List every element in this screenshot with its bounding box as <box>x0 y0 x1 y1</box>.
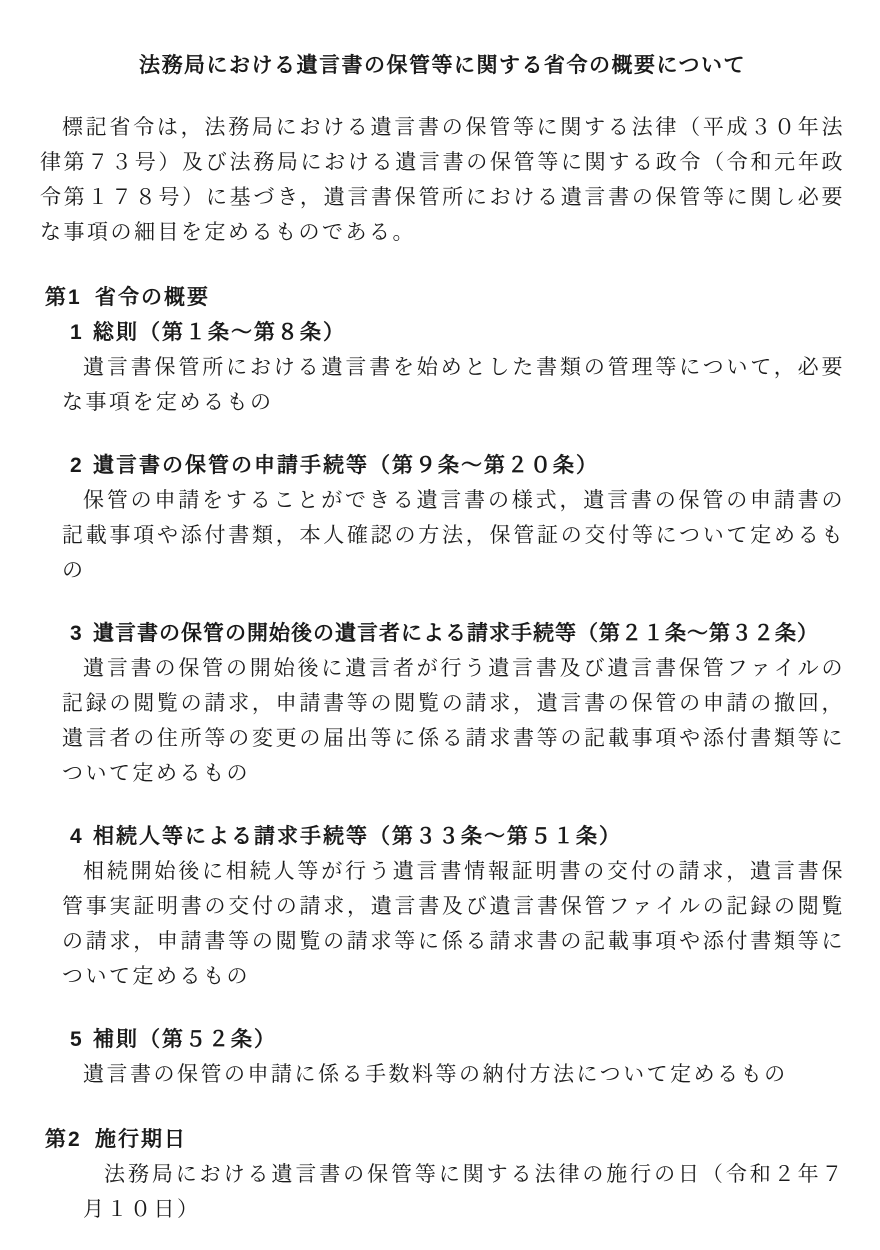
item-3 <box>40 616 845 791</box>
section-2-body: 法務局における遺言書の保管等に関する法律の施行の日（令和２年７月１０日） <box>83 1162 845 1221</box>
item-4 <box>40 819 845 994</box>
item-5 <box>40 1022 845 1092</box>
section-1-heading <box>45 280 845 315</box>
section-2-heading <box>45 1122 845 1157</box>
item-2-body: 保管の申請をすることができる遺言書の様式，遺言書の保管の申請書の記載事項や添付書類，本人確認の方法，保管証の交付等について定めるもの <box>62 488 845 582</box>
item-3-number: 3 <box>70 622 84 645</box>
item-3-body: 遺言書の保管の開始後に遺言者が行う遺言書及び遺言書保管ファイルの記録の閲覧の請求，申請書等の閲覧の請求，遺言書の保管の申請の撤回，遺言者の住所等の変更の届出等に係る請求書等の記載事項や添付書類等について定めるもの <box>62 656 845 785</box>
page-title: 法務局における遺言書の保管等に関する省令の概要について <box>138 54 747 77</box>
section-2-title: 施行期日 <box>95 1128 187 1151</box>
section-1 <box>40 280 845 1092</box>
section-1-label: 第1 <box>45 286 82 309</box>
item-1 <box>40 315 845 420</box>
item-2-number: 2 <box>70 454 84 477</box>
section-2-label: 第2 <box>45 1128 82 1151</box>
section-1-title: 省令の概要 <box>95 286 210 309</box>
item-4-title: 相続人等による請求手続等（第３３条～第５１条） <box>93 825 622 848</box>
item-1-body: 遺言書保管所における遺言書を始めとした書類の管理等について，必要な事項を定めるもの <box>62 355 845 414</box>
item-5-number: 5 <box>70 1028 84 1051</box>
item-4-heading <box>70 819 845 854</box>
section-2 <box>40 1122 845 1227</box>
item-1-number: 1 <box>70 321 84 344</box>
item-4-body: 相続開始後に相続人等が行う遺言書情報証明書の交付の請求，遺言書保管事実証明書の交付の請求，遺言書及び遺言書保管ファイルの記録の閲覧の請求，申請書等の閲覧の請求等に係る請求書の記載事項や添付書類等について定めるもの <box>62 859 845 988</box>
item-5-heading <box>70 1022 845 1057</box>
item-2-heading <box>70 448 845 483</box>
item-3-heading <box>70 616 845 651</box>
intro-paragraph: 標記省令は，法務局における遺言書の保管等に関する法律（平成３０年法律第７３号）及び法務局における遺言書の保管等に関する政令（令和元年政令第１７８号）に基づき，遺言書保管所における遺言書の保管等に関し必要な事項の細目を定めるものである。 <box>40 115 845 244</box>
item-5-title: 補則（第５２条） <box>93 1028 277 1051</box>
item-4-number: 4 <box>70 825 84 848</box>
item-1-title: 総則（第１条～第８条） <box>93 321 346 344</box>
item-3-title: 遺言書の保管の開始後の遺言者による請求手続等（第２１条～第３２条） <box>93 622 819 645</box>
item-1-heading <box>70 315 845 350</box>
item-2 <box>40 448 845 588</box>
item-2-title: 遺言書の保管の申請手続等（第９条～第２０条） <box>93 454 599 477</box>
item-5-body: 遺言書の保管の申請に係る手数料等の納付方法について定めるもの <box>83 1062 788 1086</box>
